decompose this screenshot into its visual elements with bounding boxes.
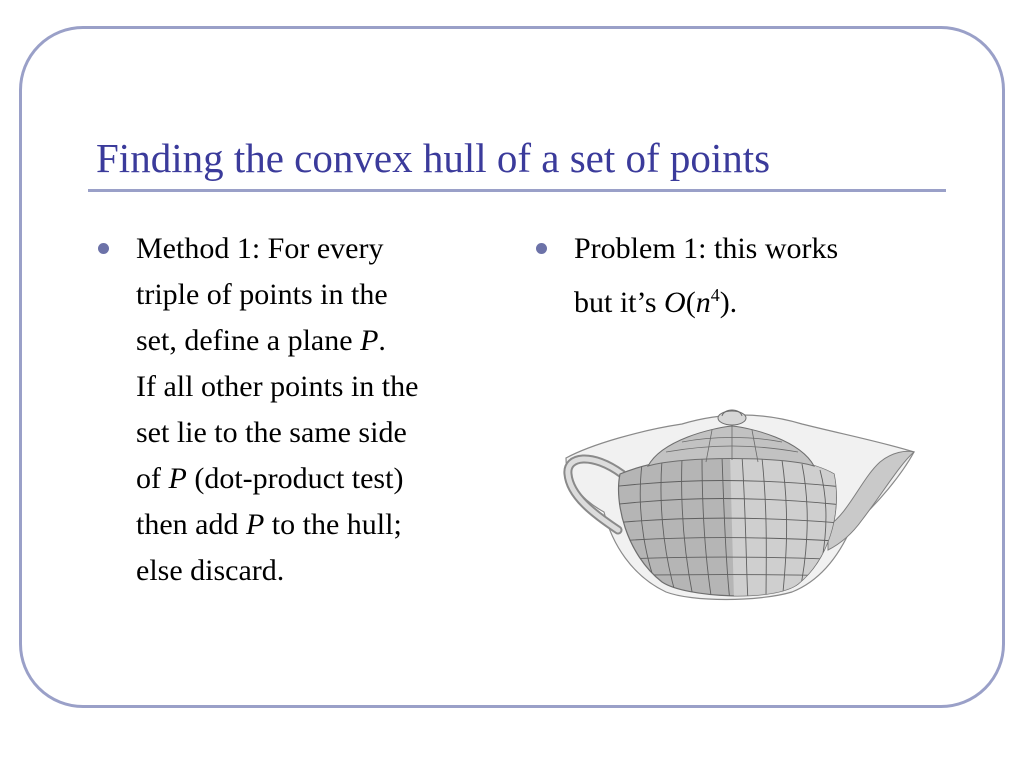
line-text: set lie to the same side (136, 416, 407, 449)
bullet-line (136, 272, 508, 318)
line-text: (dot-product test) (186, 462, 404, 495)
right-bullet-list (536, 226, 936, 326)
bullet-line (136, 226, 508, 272)
big-o-symbol: O (664, 286, 686, 319)
bullet-dot-icon (98, 243, 109, 254)
line-text: If all other points in the (136, 370, 419, 403)
bullet-line (136, 548, 508, 594)
left-bullet-list (98, 226, 508, 594)
bullet-line (574, 272, 936, 326)
paren-open: ( (685, 286, 696, 319)
line-text: then add (136, 508, 246, 541)
line-text: . (378, 324, 386, 357)
line-text: triple of points in the (136, 278, 388, 311)
paren-close: ). (719, 286, 738, 319)
plane-variable: P (245, 508, 265, 541)
bullet-line (136, 318, 508, 364)
teapot-convex-hull-icon (562, 404, 922, 604)
bullet-method-1 (98, 226, 508, 594)
slide-title: Finding the convex hull of a set of points (96, 135, 771, 181)
bullet-line (136, 410, 508, 456)
n-variable: n (695, 286, 711, 319)
line-text: of (136, 462, 169, 495)
bullet-line (136, 502, 508, 548)
title-divider (88, 189, 946, 192)
bullet-line (136, 364, 508, 410)
line-text: to the hull; (264, 508, 402, 541)
bullet-line (136, 456, 508, 502)
bullet-dot-icon (536, 243, 547, 254)
line-text: else discard. (136, 554, 285, 587)
line-text: Problem 1: this works (574, 232, 839, 265)
plane-variable: P (168, 462, 187, 495)
bullet-line (574, 226, 936, 272)
line-text: set, define a plane (136, 324, 361, 357)
line-text: Method 1: For every (136, 232, 384, 265)
line-text: but it’s (574, 286, 665, 319)
exponent: 4 (710, 285, 720, 305)
bullet-problem-1 (536, 226, 936, 326)
plane-variable: P (360, 324, 379, 357)
